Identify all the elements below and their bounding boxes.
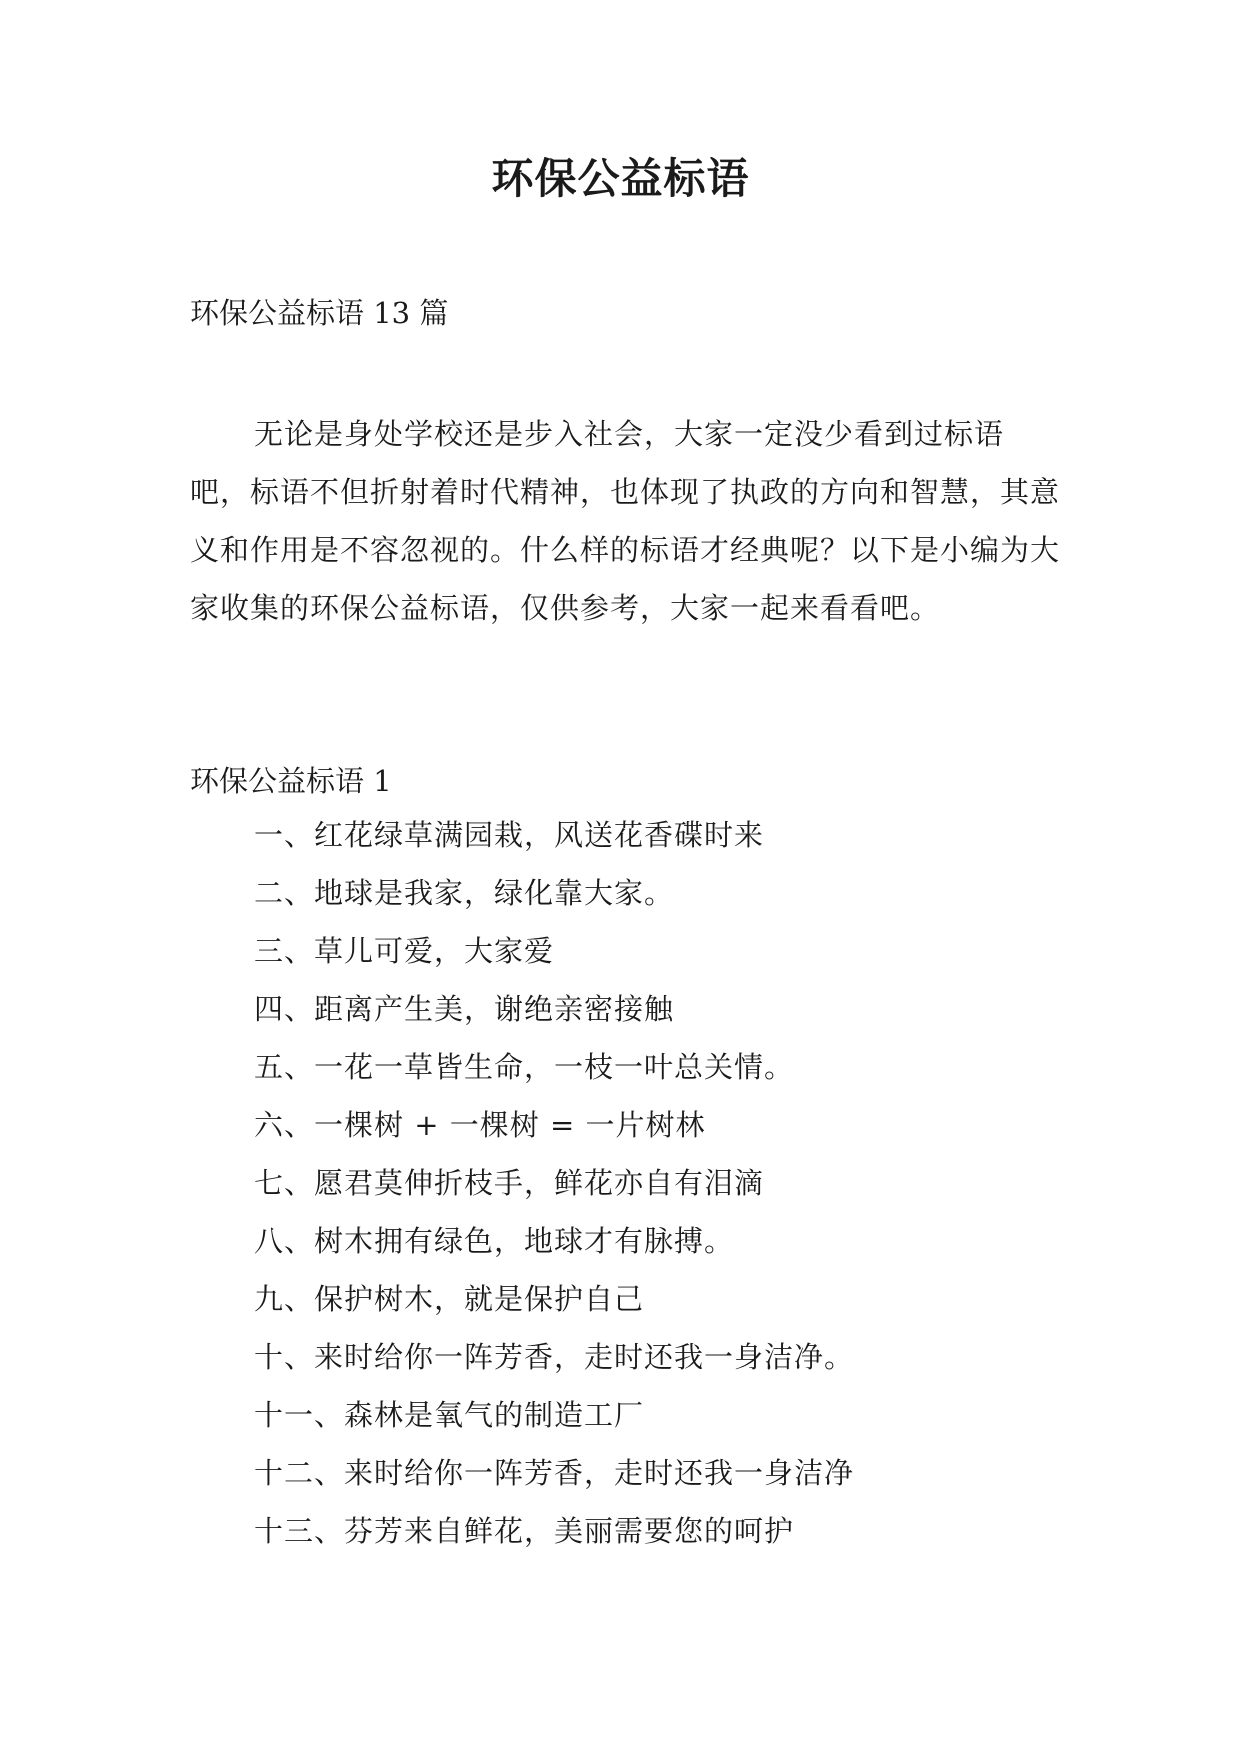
document-subtitle: 环保公益标语 13 篇 — [190, 296, 449, 330]
slogan-item: 六、一棵树 + 一棵树 = 一片树林 — [254, 1108, 706, 1142]
slogan-item: 二、地球是我家，绿化靠大家。 — [254, 876, 675, 910]
slogan-item: 七、愿君莫伸折枝手，鲜花亦自有泪滴 — [254, 1166, 765, 1200]
document-title: 环保公益标语 — [491, 154, 750, 203]
slogan-item: 九、保护树木，就是保护自己 — [254, 1282, 645, 1316]
slogan-item: 十二、来时给你一阵芳香，走时还我一身洁净 — [254, 1456, 855, 1490]
section-heading: 环保公益标语 1 — [190, 764, 392, 798]
slogan-item: 五、一花一草皆生命，一枝一叶总关情。 — [254, 1050, 795, 1084]
slogan-item: 八、树木拥有绿色，地球才有脉搏。 — [254, 1224, 735, 1258]
slogan-item: 一、红花绿草满园栽，风送花香碟时来 — [254, 818, 765, 852]
intro-paragraph: 无论是身处学校还是步入社会，大家一定没少看到过标语吧，标语不但折射着时代精神，也体现了执政的方向和智慧，其意义和作用是不容忽视的。什么样的标语才经典呢？以下是小编为大家收集的环保公益标语，仅供参考，大家一起来看看吧。 — [190, 417, 1061, 625]
slogan-item: 十一、森林是氧气的制造工厂 — [254, 1398, 645, 1432]
slogan-item: 十、来时给你一阵芳香，走时还我一身洁净。 — [254, 1340, 855, 1374]
slogan-item: 四、距离产生美，谢绝亲密接触 — [254, 992, 675, 1026]
slogan-item: 十三、芬芳来自鲜花，美丽需要您的呵护 — [254, 1514, 795, 1548]
slogan-item: 三、草儿可爱，大家爱 — [254, 934, 555, 968]
slogan-list — [254, 814, 854, 1568]
